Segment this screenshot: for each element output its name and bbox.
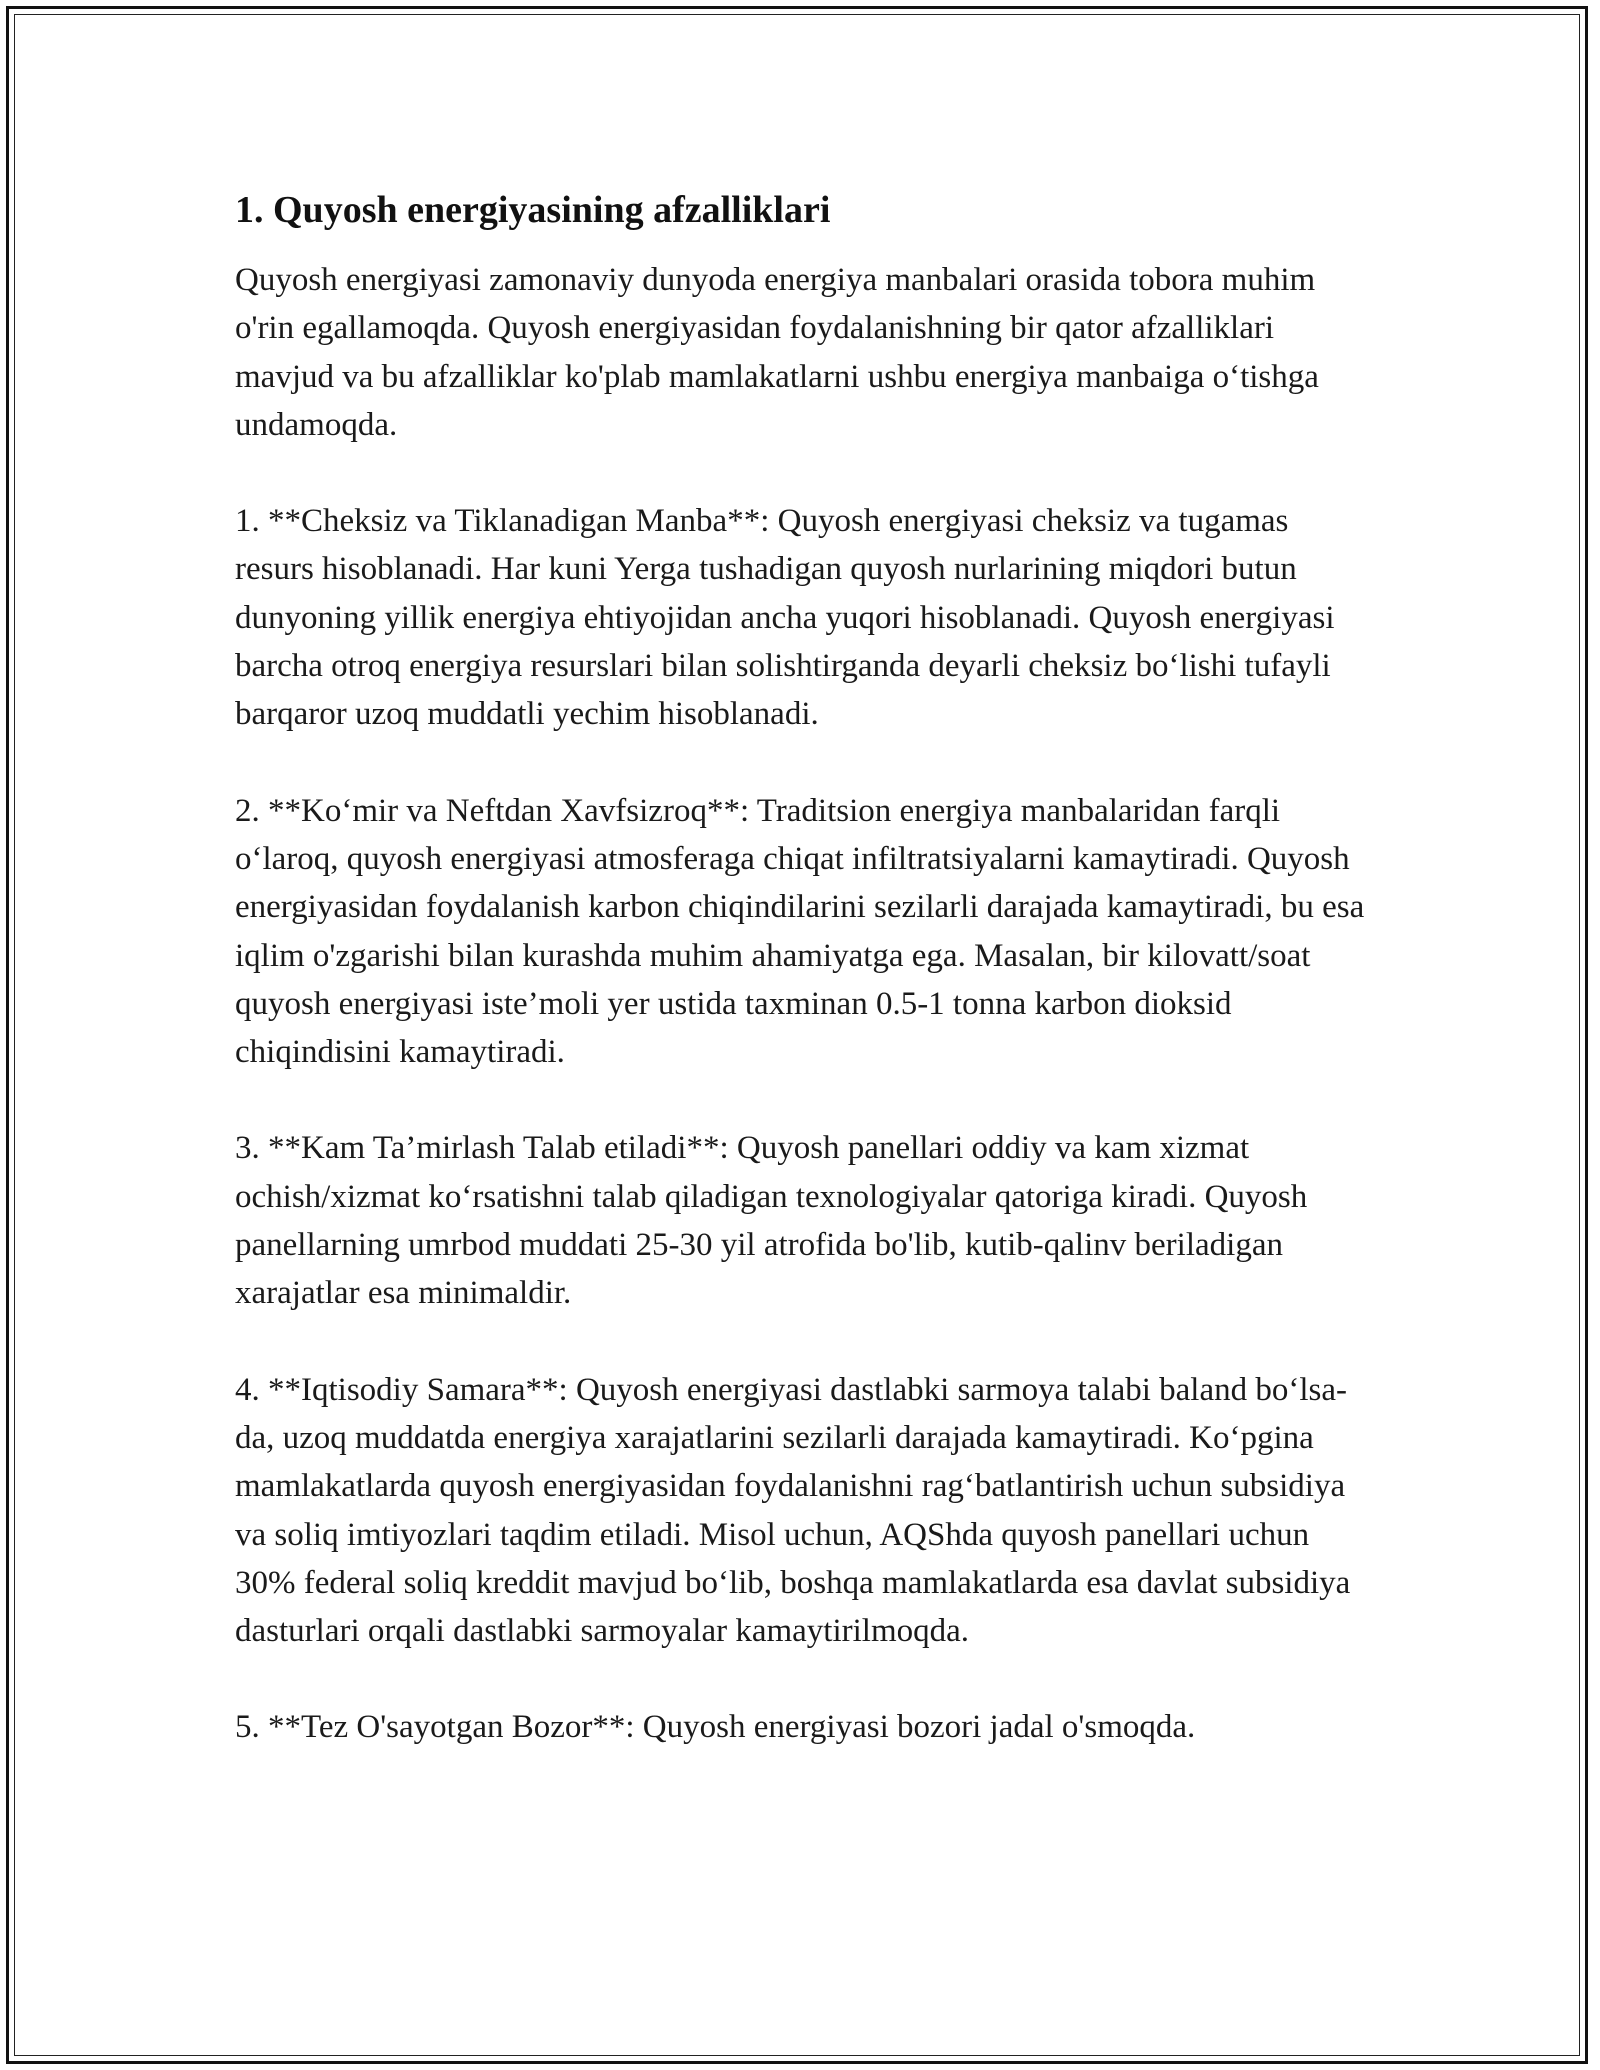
intro-paragraph: Quyosh energiyasi zamonaviy dunyoda energiya manbalari orasida tobora muhim o'rin egallamoqda. Quyosh energiyasidan foydalanishning bir qator afzalliklari mavjud va bu afzalliklar ko'plab mamlakatlarni ushbu energiya manbaiga o‘tishga undamoqda. xyxy=(235,262,1319,443)
document-body xyxy=(235,186,1365,1752)
list-item-4-paragraph: 4. **Iqtisodiy Samara**: Quyosh energiyasi dastlabki sarmoya talabi baland bo‘lsa-da, uzoq muddatda energiya xarajatlarini sezilarli darajada kamaytiradi. Ko‘pgina mamlakatlarda quyosh energiyasidan foydalanishni rag‘batlantirish uchun subsidiya va soliq imtiyozlari taqdim etiladi. Misol uchun, AQShda quyosh panellari uchun 30% federal soliq kreddit mavjud bo‘lib, boshqa mamlakatlarda esa davlat subsidiya dasturlari orqali dastlabki sarmoyalar kamaytirilmoqda. xyxy=(235,1371,1351,1650)
list-item-1-paragraph: 1. **Cheksiz va Tiklanadigan Manba**: Quyosh energiyasi cheksiz va tugamas resurs hisoblanadi. Har kuni Yerga tushadigan quyosh nurlarining miqdori butun dunyoning yillik energiya ehtiyojidan ancha yuqori hisoblanadi. Quyosh energiyasi barcha otroq energiya resurslari bilan solishtirganda deyarli cheksiz bo‘lishi tufayli barqaror uzoq muddatli yechim hisoblanadi. xyxy=(235,503,1335,733)
section-heading: 1. Quyosh energiyasining afzalliklari xyxy=(235,189,831,231)
list-item-5-paragraph: 5. **Tez O'sayotgan Bozor**: Quyosh energiyasi bozori jadal o'smoqda. xyxy=(235,1709,1196,1746)
list-item-3-paragraph: 3. **Kam Ta’mirlash Talab etiladi**: Quyosh panellari oddiy va kam xizmat ochish/xizmat ko‘rsatishni talab qiladigan texnologiyalar qatoriga kiradi. Quyosh panellarning umrbod muddati 25-30 yil atrofida bo'lib, kutib-qalinv beriladigan xarajatlar esa minimaldir. xyxy=(235,1130,1308,1312)
list-item-2-paragraph: 2. **Ko‘mir va Neftdan Xavfsizroq**: Traditsion energiya manbalaridan farqli o‘laroq, quyosh energiyasi atmosferaga chiqat infiltratsiyalarni kamaytiradi. Quyosh energiyasidan foydalanish karbon chiqindilarini sezilarli darajada kamaytiradi, bu esa iqlim o'zgarishi bilan kurashda muhim ahamiyatga ega. Masalan, bir kilovatt/soat quyosh energiyasi iste’moli yer ustida taxminan 0.5-1 tonna karbon dioksid chiqindisini kamaytiradi. xyxy=(235,792,1365,1071)
